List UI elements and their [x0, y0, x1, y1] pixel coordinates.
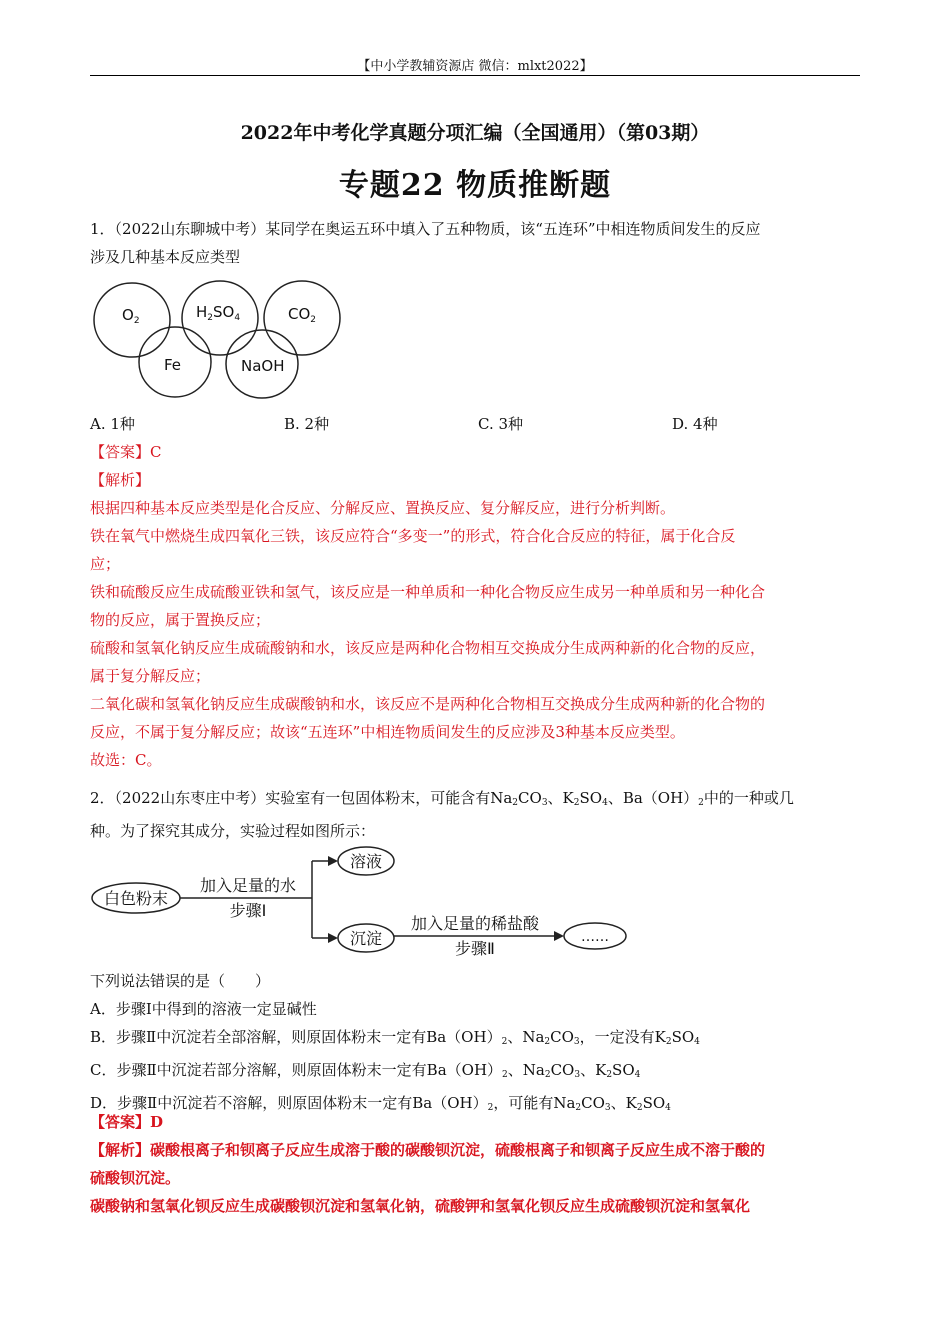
- q2-analysis-line1: 【解析】碳酸根离子和钡离子反应生成溶于酸的碳酸钡沉淀，硫酸根离子和钡离子反应生成不溶于酸的: [90, 1141, 766, 1159]
- experiment-flowchart: [90, 843, 630, 963]
- ring-fe-label: Fe: [164, 356, 182, 374]
- q1-stem-line1: 1．（2022山东聊城中考）某同学在奥运五环中填入了五种物质，该“五连环”中相连物质间发生的反应: [90, 220, 761, 238]
- q1-option-d: D. 4种: [672, 415, 718, 433]
- q1-answer-block: [90, 438, 862, 774]
- ring-h2so4-label: $H_2SO_4$: [196, 303, 241, 323]
- q2-option-a: A．步骤Ⅰ中得到的溶液一定显碱性: [90, 1000, 317, 1018]
- q1-option-b: B. 2种: [284, 415, 330, 433]
- topic-title: 专题22 物质推断题: [338, 168, 612, 203]
- flow-step1-label: 加入足量的水: [199, 876, 297, 895]
- q1-stem: [90, 215, 862, 271]
- flow-step2-label: 加入足量的稀盐酸: [410, 914, 540, 933]
- flow-precipitate-label: 沉淀: [349, 929, 383, 948]
- flow-step2-name: 步骤Ⅱ: [455, 939, 495, 958]
- q1-analysis-line: 故选：C。: [90, 751, 162, 769]
- q2-option-b: B．步骤Ⅱ中沉淀若全部溶解，则原固体粉末一定有$Ba(OH)_2$、$Na_2CO_3$，一定没有$K_2SO_4$: [90, 1028, 700, 1047]
- ring-naoh-label: NaOH: [241, 357, 285, 375]
- q2-question: 下列说法错误的是（ ）: [90, 972, 271, 990]
- q2-answer-block: [90, 1108, 862, 1220]
- ring-o2-label: $O_2$: [122, 306, 140, 326]
- arrowhead: [328, 933, 338, 943]
- q2-question-block: [90, 967, 862, 1122]
- q1-option-a: A. 1种: [90, 415, 135, 433]
- ring-co2-label: $CO_2$: [288, 305, 317, 325]
- q1-analysis-line: 根据四种基本反应类型是化合反应、分解反应、置换反应、复分解反应，进行分析判断。: [90, 499, 676, 517]
- q2-answer: 【答案】D: [90, 1113, 164, 1131]
- q1-analysis-line: 应；: [90, 555, 121, 573]
- q1-option-c: C. 3种: [478, 415, 524, 433]
- q1-analysis-line: 二氧化碳和氢氧化钠反应生成碳酸钠和水，该反应不是两种化合物相互交换成分生成两种新的化合物的: [90, 695, 766, 713]
- arrowhead: [554, 931, 564, 941]
- document-title: 2022年中考化学真题分项汇编（全国通用）（第03期）: [240, 122, 710, 144]
- q2-stem-line1: 2．（2022山东枣庄中考）实验室有一包固体粉末，可能含有$Na_2CO_3$、$K_2SO_4$、$Ba(OH)_2$中的一种或几: [90, 789, 794, 808]
- flow-start-label: 白色粉末: [103, 889, 169, 908]
- q2-analysis-line2: 硫酸钡沉淀。: [90, 1169, 181, 1187]
- q2-option-c: C．步骤Ⅱ中沉淀若部分溶解，则原固体粉末一定有$Ba(OH)_2$、$Na_2CO_3$、$K_2SO_4$: [90, 1061, 641, 1080]
- flow-solution-label: 溶液: [349, 852, 383, 871]
- page-header: 【中小学教辅资源店 微信：mlxt2022】: [357, 59, 593, 74]
- header-rule: [90, 75, 860, 76]
- q1-analysis-line: 铁在氧气中燃烧生成四氧化三铁，该反应符合“多变一”的形式，符合化合反应的特征，属于化合反: [90, 527, 736, 545]
- flow-end-label: ……: [581, 929, 609, 945]
- q1-answer: 【答案】C: [90, 443, 162, 461]
- flow-step1-name: 步骤Ⅰ: [229, 901, 267, 920]
- q2-stem-line2: 种。为了探究其成分，实验过程如图所示：: [90, 822, 376, 840]
- q1-stem-line2: 涉及几种基本反应类型: [90, 248, 241, 266]
- q2-analysis-line3: 碳酸钠和氢氧化钡反应生成碳酸钡沉淀和氢氧化钠，硫酸钾和氢氧化钡反应生成硫酸钡沉淀和氢氧化: [90, 1197, 751, 1215]
- five-rings-diagram: [92, 280, 342, 400]
- q2-option-d: D．步骤Ⅱ中沉淀若不溶解，则原固体粉末一定有$Ba(OH)_2$，可能有$Na_2CO_3$、$K_2SO_4$: [90, 1094, 671, 1113]
- arrowhead: [328, 856, 338, 866]
- q2-stem: [90, 784, 862, 845]
- q1-analysis-line: 硫酸和氢氧化钠反应生成硫酸钠和水，该反应是两种化合物相互交换成分生成两种新的化合物的反应，: [90, 639, 766, 657]
- q1-analysis-label: 【解析】: [90, 471, 151, 489]
- q1-analysis-line: 铁和硫酸反应生成硫酸亚铁和氢气，该反应是一种单质和一种化合物反应生成另一种单质和另一种化合: [90, 583, 766, 601]
- q1-analysis-line: 反应，不属于复分解反应；故该“五连环”中相连物质间发生的反应涉及3种基本反应类型。: [90, 723, 685, 741]
- q1-analysis-line: 属于复分解反应；: [90, 667, 211, 685]
- q1-analysis-line: 物的反应，属于置换反应；: [90, 611, 271, 629]
